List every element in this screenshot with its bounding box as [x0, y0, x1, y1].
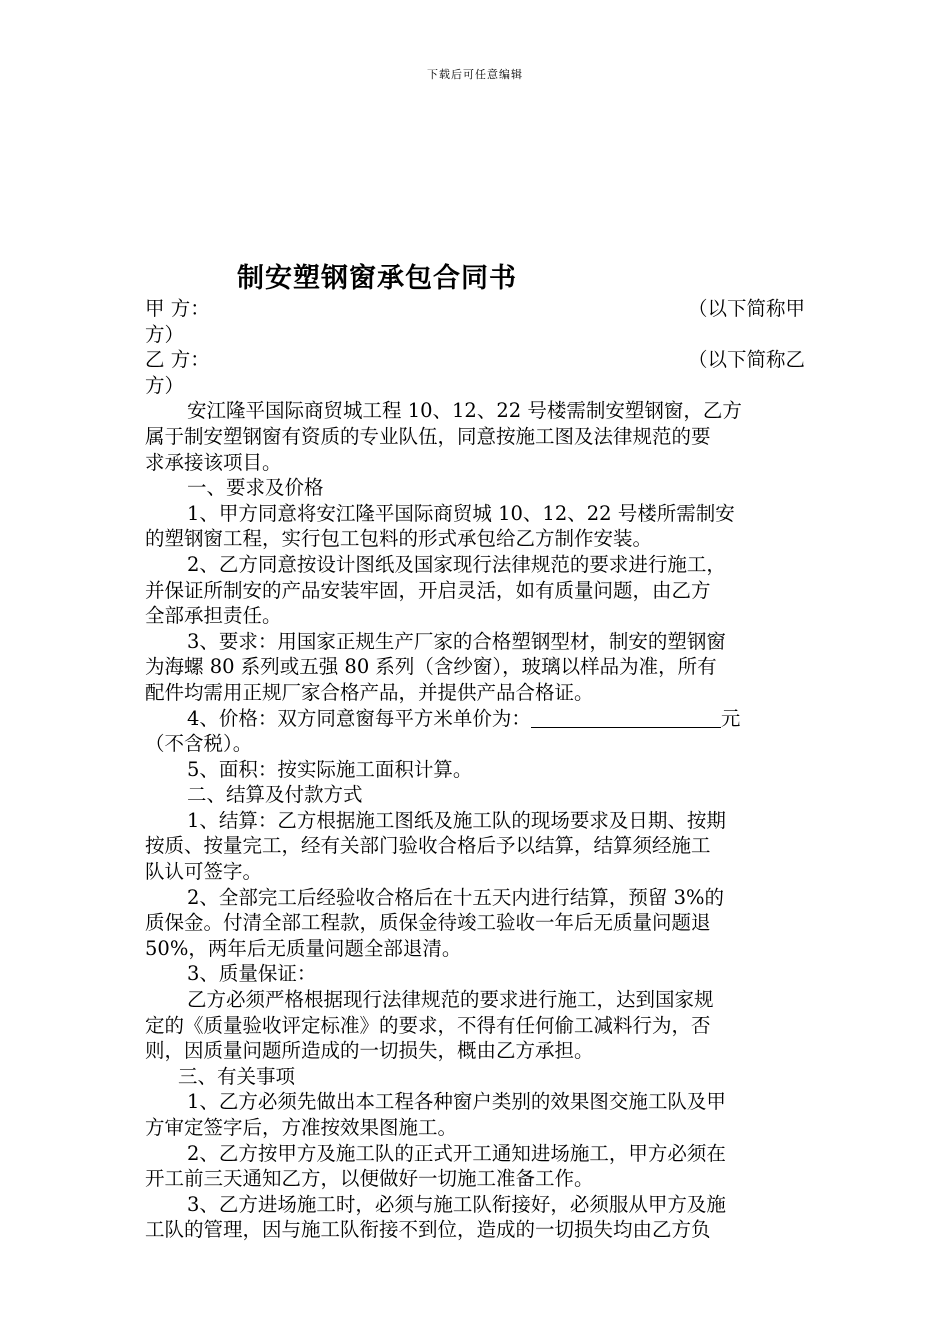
clause-line: 2、乙方同意按设计图纸及国家现行法律规范的要求进行施工， — [187, 552, 726, 576]
clause-line: 乙方必须严格根据现行法律规范的要求进行施工，达到国家规 — [187, 988, 714, 1012]
clause-line: 3、要求：用国家正规生产厂家的合格塑钢型材，制安的塑钢窗 — [187, 629, 726, 653]
clause-line: 5、面积：按实际施工面积计算。 — [187, 757, 473, 781]
clause-line: 50%，两年后无质量问题全部退清。 — [145, 936, 462, 960]
party-a-cont: 方） — [145, 322, 185, 346]
price-unit: 元 — [720, 706, 741, 730]
section-3-heading: 三、有关事项 — [178, 1064, 296, 1088]
clause-line: 为海螺 80 系列或五强 80 系列（含纱窗），玻璃以样品为准，所有 — [145, 655, 717, 679]
party-b-suffix: （以下简称乙 — [687, 348, 805, 372]
clause-line: 2、全部完工后经验收合格后在十五天内进行结算，预留 3%的 — [187, 885, 725, 909]
clause-line: 队认可签字。 — [145, 860, 263, 884]
price-lead: 4、价格：双方同意窗每平方米单价为： — [187, 706, 531, 730]
intro-line: 属于制安塑钢窗有资质的专业队伍，同意按施工图及法律规范的要 — [145, 424, 711, 448]
party-a-line — [145, 296, 805, 322]
clause-line: 1、乙方必须先做出本工程各种窗户类别的效果图交施工队及甲 — [187, 1090, 726, 1114]
clause-line: 则，因质量问题所造成的一切损失，概由乙方承担。 — [145, 1039, 594, 1063]
party-a-label: 甲 方： — [145, 297, 210, 320]
clause-line: 开工前三天通知乙方，以便做好一切施工准备工作。 — [145, 1167, 594, 1191]
document-title: 制安塑钢窗承包合同书 — [237, 263, 517, 294]
contract-body — [145, 296, 805, 1243]
clause-line: 方审定签字后，方准按效果图施工。 — [145, 1116, 458, 1139]
section-2-heading: 二、结算及付款方式 — [187, 783, 363, 807]
clause-line: 全部承担责任。 — [145, 604, 282, 628]
section-1-heading: 一、要求及价格 — [187, 476, 324, 500]
intro-line: 安江隆平国际商贸城工程 10、12、22 号楼需制安塑钢窗，乙方 — [187, 399, 742, 423]
clause-line: 的塑钢窗工程，实行包工包料的形式承包给乙方制作安装。 — [145, 527, 653, 551]
party-b-label: 乙 方： — [145, 348, 210, 372]
clause-line: 3、乙方进场施工时，必须与施工队衔接好，必须服从甲方及施 — [187, 1192, 726, 1216]
clause-line: 定的《质量验收评定标准》的要求，不得有任何偷工减料行为，否 — [145, 1013, 711, 1037]
intro-line: 求承接该项目。 — [145, 450, 282, 474]
clause-line: 1、甲方同意将安江隆平国际商贸城 10、12、22 号楼所需制安 — [187, 501, 735, 525]
price-cont: （不含税）。 — [145, 732, 253, 756]
party-b-cont: 方） — [145, 373, 185, 397]
clause-heading: 3、质量保证： — [187, 962, 317, 986]
party-b-line — [145, 347, 805, 373]
clause-line: 配件均需用正规厂家合格产品，并提供产品合格证。 — [145, 680, 594, 704]
price-line — [145, 706, 805, 732]
clause-line: 1、结算：乙方根据施工图纸及施工队的现场要求及日期、按期 — [187, 808, 726, 832]
header-note: 下载后可任意编辑 — [427, 68, 523, 81]
clause-line: 质保金。付清全部工程款，质保金待竣工验收一年后无质量问题退 — [145, 911, 711, 935]
clause-line: 工队的管理，因与施工队衔接不到位，造成的一切损失均由乙方负 — [145, 1218, 711, 1242]
clause-line: 按质、按量完工，经有关部门验收合格后予以结算，结算须经施工 — [145, 834, 711, 858]
clause-line: 2、乙方按甲方及施工队的正式开工通知进场施工，甲方必须在 — [187, 1141, 726, 1165]
price-blank-field[interactable] — [531, 709, 721, 728]
clause-line: 并保证所制安的产品安装牢固，开启灵活，如有质量问题，由乙方 — [145, 578, 711, 602]
party-a-suffix: （以下简称甲 — [687, 297, 805, 320]
